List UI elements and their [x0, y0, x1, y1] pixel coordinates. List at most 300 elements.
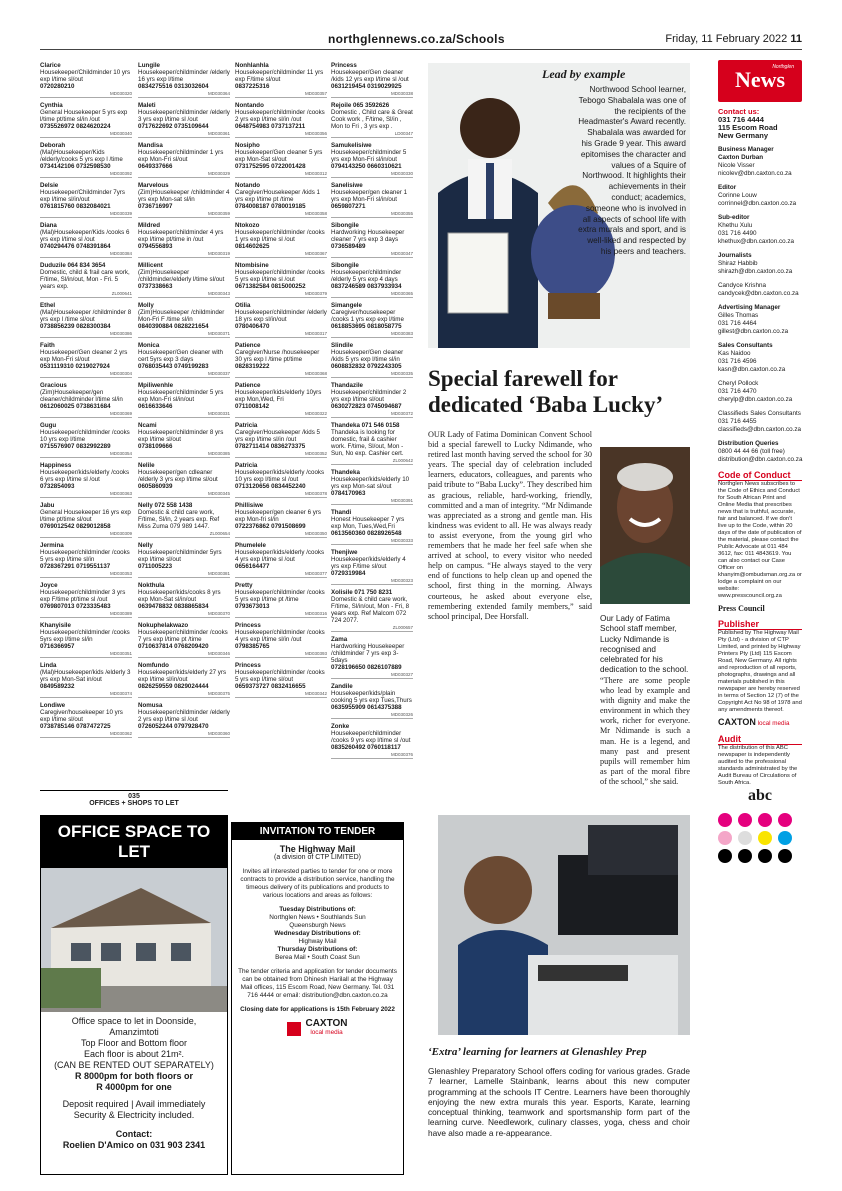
- ad-name: Joyce: [40, 582, 58, 589]
- ad-name: Mpiliwenhle: [138, 382, 174, 389]
- staff-name: Shiraz Habbib: [718, 260, 758, 267]
- ad-text: Housekeeper/kids/elderly /cooks 4 yrs exp l/time sl /out: [235, 549, 325, 563]
- staff-name: Gilles Thomas: [718, 312, 759, 319]
- ad-ref: MD030381: [138, 570, 230, 578]
- classified-ad: [331, 342, 413, 378]
- ad-ref: MD030360: [138, 730, 230, 738]
- caxton-rail-logo: [718, 718, 802, 728]
- classified-ad: [235, 662, 327, 698]
- ad-ref: MD030375: [138, 690, 230, 698]
- ad-ref: MD030391: [331, 497, 413, 505]
- ad-phone: 0736589489: [331, 243, 366, 250]
- article-body-continued: “There are some people who lead by example and with dignity and make the environment in which they work, richer for everyone. Mr Ndimande is such a man. He is a legend, and many past and present pupils will remember him as part of the moral fibre of the school,” she said.: [600, 676, 690, 786]
- coding-story-body: Glenashley Preparatory School offers coding for various grades. Grade 7 learner, Lamelle Stainbank, learns about this new computer programming at the schools IT Centre. Learners have been thoroughly enjoying the new extra murals this year. Esports, Karate, learning conceptual thinking, teamwork and sportsmanship form part of the learning curve. Needlework, culinary classes, yoga, chess and choir have also made a re-appearance.: [428, 1066, 690, 1138]
- classified-ad: [235, 382, 327, 418]
- ad-name: Nosipho: [235, 142, 260, 149]
- staff-entry: [718, 304, 802, 336]
- ad-name: Nomfundo: [138, 662, 169, 669]
- classified-ad: [138, 382, 230, 418]
- classified-ad: [138, 702, 230, 738]
- classified-ad: [235, 222, 327, 258]
- classified-ad: [235, 142, 327, 178]
- ad-ref: MD030317: [235, 330, 327, 338]
- ad-name: Zandile: [331, 683, 353, 690]
- classified-ad: [331, 683, 413, 719]
- ad-phone: 0713120656 0834452240: [235, 483, 306, 490]
- ad-phone: 0720280210: [40, 83, 75, 90]
- contact-label: Contact us:: [718, 107, 760, 116]
- header-rule: [40, 49, 802, 50]
- ad-ref: MD030356: [235, 130, 327, 138]
- office-line: Each floor is about 21m².: [83, 1049, 185, 1059]
- staff-entry: [718, 342, 802, 374]
- ad-text: Housekeeper/childminder 3 yrs exp F/time pt/time sl /out: [40, 589, 126, 603]
- ad-ref: LD00347: [331, 130, 413, 138]
- ad-ref: MD030386: [40, 330, 132, 338]
- ad-text: Domestic , Child care & Great Cook work , F/time, Sl/in , Mon to Fri , 3 yrs exp .: [331, 109, 413, 130]
- classified-ad: [138, 302, 230, 338]
- ad-text: Housekeeper/childminder /cooks 5 yrs exp l/time sl/in: [40, 549, 130, 563]
- colour-dot: [738, 813, 752, 827]
- ad-ref: MD030304: [40, 370, 132, 378]
- ad-ref: MD030329: [138, 170, 230, 178]
- ad-phone: 0728367291 0719551137: [40, 563, 111, 570]
- ad-name: Notando: [235, 182, 261, 189]
- office-line: Top Floor and Bottom floor: [80, 1038, 188, 1048]
- ad-ref: MD030347: [331, 250, 413, 258]
- ad-ref: MD030323: [331, 577, 413, 585]
- ad-text: Housekeeper/childminder /elderly 3 yrs exp l/time sl /out: [138, 109, 230, 123]
- ad-text: Housekeeper/childminder /elderly 18 yrs exp sl/in/out: [235, 309, 327, 323]
- ad-name: Thandi: [331, 509, 352, 516]
- ad-name: Faith: [40, 342, 55, 349]
- page-header: [40, 32, 802, 50]
- ad-name: Ntombisine: [235, 262, 269, 269]
- ad-name: Jabu: [40, 502, 55, 509]
- ad-ref: MD030345: [138, 490, 230, 498]
- ad-ref: MD030379: [235, 290, 327, 298]
- coding-story-title: ‘Extra’ learning for learners at Glenashley Prep: [428, 1046, 647, 1058]
- classified-ad: [138, 662, 230, 698]
- ad-name: Nelile: [138, 462, 155, 469]
- classified-ad: [235, 302, 327, 338]
- ad-text: Housekeeper/childminder /cooks 5 yrs exp l/time sl /out: [235, 269, 325, 283]
- staff-contact: 031 716 4455 classifieds@dbn.caxton.co.za: [718, 418, 802, 433]
- ad-phone: 0531119310 0219027924: [40, 363, 110, 370]
- ad-phone: 0729319984: [331, 570, 366, 577]
- classified-ad: [138, 342, 230, 378]
- category-heading: 035 OFFICES + SHOPS TO LET: [40, 790, 228, 807]
- staff-name: Classifieds Sales Consultants: [718, 410, 801, 417]
- ad-ref: ZL000642: [331, 457, 413, 465]
- office-line: (CAN BE RENTED OUT SEPARATELY): [54, 1060, 214, 1070]
- office-price: R 4000pm for one: [96, 1082, 172, 1092]
- classified-ad: [138, 102, 230, 138]
- colour-dot: [758, 849, 772, 863]
- ad-name: Thandeka 071 546 0158: [331, 422, 400, 429]
- ad-text: Housekeeper/kids/plain cooking 5 yrs exp Tues,Thurs: [331, 690, 412, 704]
- ad-text: Housekeeper/childminder /cooks 1 yrs exp l/time sl /out: [235, 229, 325, 243]
- ad-name: Diana: [40, 222, 57, 229]
- ad-text: Housekeeper/childminder 8 yrs exp l/time sl/out: [138, 429, 224, 443]
- article-body: OUR Lady of Fatima Dominican Convent School bid a special farewell to Lucky Ndimande, who retired last month having served the school for 30 years. The special day of celebration included learners, educators, colleagues, and parents who paid tribute to “Baba Lucky”. They described him as gracious, reliable, hard-working, friendly, committed and a man of integrity. “Mr Ndimande was appreciated as a strong and gentle man. His kindness was evident to all. He was always ready to assist everyone, from the young girl who remembers that he made her feel safe when she arrived at school, to every visitor who needed help on campus. “He always stayed to the very end of functions to help clean up and opened the school, first thing in the morning. Always courteous, he asked about everyone else, remembering extended family members,” said school principal, Dee Horsfall.: [428, 430, 593, 621]
- info-rail: [718, 60, 802, 863]
- classified-ad: [331, 509, 413, 545]
- ad-ref: MD030361: [138, 130, 230, 138]
- colour-dot: [758, 813, 772, 827]
- ad-name: Ntokozo: [235, 222, 260, 229]
- ad-text: (Zim)Housekeeper /childminder 4 yrs exp Mon-sat sl/in: [138, 189, 230, 203]
- colour-dot: [718, 813, 732, 827]
- ad-name: Patricia: [235, 422, 258, 429]
- classified-ad: [138, 542, 230, 578]
- ad-text: Housekeeper/gen cleaner 6 yrs exp Mon-fri sl/in: [235, 509, 321, 523]
- ad-phone: 0711005223: [138, 563, 173, 570]
- ad-text: Housekeeper/childminder /cooks 4 yrs exp l/time sl/in /out: [235, 629, 325, 643]
- caxton-rail-sub: local media: [757, 720, 790, 727]
- classified-ad: [138, 222, 230, 258]
- ad-text: General Housekeeper 5 yrs exp l/time pt/time sl/in /out: [40, 109, 128, 123]
- ad-ref: MD030346: [138, 650, 230, 658]
- ad-phone: 0738785146 0787472725: [40, 723, 111, 730]
- ad-phone: 0612060025 0738631684: [40, 403, 111, 410]
- ad-text: Housekeeper/kids/elderly 27 yrs exp l/time sl/in/out: [138, 669, 227, 683]
- ad-phone: 0671382584 0815000252: [235, 283, 306, 290]
- ad-text: Housekeeper/Gen cleaner with cert 5yrs exp 3 days: [138, 349, 223, 363]
- ad-text: Housekeeper/childminder /elderly 16 yrs exp l/time: [138, 69, 230, 83]
- classified-ad: [40, 662, 132, 698]
- logo-word: News: [734, 67, 786, 92]
- tender-notice: [231, 822, 404, 1175]
- colour-dot: [718, 831, 732, 845]
- ad-ref: MD030355: [331, 210, 413, 218]
- ad-text: Housekeeper/Gen cleaner /kids 12 yrs exp l/time sl /out: [331, 69, 409, 83]
- colour-dot: [778, 849, 792, 863]
- classified-ad: [331, 262, 413, 298]
- ad-phone: 0710637814 0768209420: [138, 643, 209, 650]
- staff-name: Kas Naidoo: [718, 350, 751, 357]
- caxton-logo-text: [305, 1020, 347, 1037]
- classified-ad: [235, 422, 327, 458]
- classified-ad: [40, 62, 132, 98]
- classified-ad: [40, 142, 132, 178]
- ad-name: Ncami: [138, 422, 157, 429]
- ad-text: General Housekeeper 16 yrs exp l/time pt/time sl/out: [40, 509, 131, 523]
- colour-dot: [758, 831, 772, 845]
- ad-name: Khanyisile: [40, 622, 71, 629]
- ad-phone: 0780406470: [235, 323, 270, 330]
- ad-ref: MD030316: [235, 610, 327, 618]
- ad-phone: 0849589232: [40, 683, 75, 690]
- ad-name: Sanelisiwe: [331, 182, 363, 189]
- ad-ref: MD030322: [235, 410, 327, 418]
- ad-ref: MD030343: [138, 290, 230, 298]
- ad-phone: 0734142106 0732598530: [40, 163, 111, 170]
- tender-day: Wednesday Distributions of:: [274, 930, 361, 937]
- ad-text: Housekeeper/kids/elderly 10 yrs exp Mon-sat sl/out: [331, 476, 410, 490]
- ad-phone: 0605860939: [138, 483, 173, 490]
- office-space-ad: [40, 815, 228, 1175]
- ad-phone: 0835260492 0760118117: [331, 744, 401, 751]
- ad-phone: 0728196650 0826107889: [331, 664, 402, 671]
- ad-ref: MD030333: [331, 537, 413, 545]
- ad-phone: 0769012542 0829012858: [40, 523, 111, 530]
- staff-contact: distribution@dbn.caxton.co.za: [718, 456, 803, 463]
- staff-org: Caxton Durban: [718, 154, 764, 161]
- ad-text: Housekeeper/kids/elderly 4 yrs exp F/time sl/out: [331, 556, 406, 570]
- ad-name: Lungile: [138, 62, 160, 69]
- classified-ad: [40, 182, 132, 218]
- ad-text: Housekeeper/Childminder 7yrs exp l/time sl/in/out: [40, 189, 125, 203]
- classified-ad: [235, 462, 327, 498]
- tender-org-sub: (a division of CTP LIMITED): [273, 854, 361, 861]
- ad-phone: 0656164477: [235, 563, 270, 570]
- code-heading: Code of Conduct: [718, 470, 802, 481]
- ad-text: Housekeeper/kids/elderly 10yrs exp Mon,Wed, Fri: [235, 389, 322, 403]
- ad-ref: MD030393: [235, 650, 327, 658]
- classified-ad: [40, 542, 132, 578]
- classified-ad: [40, 702, 132, 738]
- staff-contact: 031 716 4464 gillest@dbn.caxton.co.za: [718, 320, 789, 335]
- ad-ref: MD030326: [331, 711, 413, 719]
- ad-phone: 0794556893: [138, 243, 173, 250]
- classified-ad: [40, 422, 132, 458]
- classified-ad: [40, 342, 132, 378]
- ad-text: Housekeeper/childminder /cooks 10 yrs exp l/time: [40, 429, 130, 443]
- ad-phone: 0768035443 0749199283: [138, 363, 209, 370]
- ad-ref: ZL000657: [331, 624, 413, 632]
- ad-phone: 0737338663: [138, 283, 173, 290]
- classified-ad: [331, 182, 413, 218]
- article-headline: Special farewell for dedicated ‘Baba Lucky’: [428, 366, 664, 417]
- ad-phone: 0740294476 0748391864: [40, 243, 111, 250]
- classified-ad: [138, 262, 230, 298]
- ad-text: Hardworking Housekeeper cleaner 7 yrs exp 3 days: [331, 229, 405, 243]
- tender-closing: Closing date for applications is 15th February 2022: [240, 1006, 395, 1013]
- ad-phone: 0659807271: [331, 203, 366, 210]
- ad-ref: MD030384: [40, 250, 132, 258]
- staff-list: [718, 146, 802, 464]
- ad-text: (Zim)Housekeeper /childminder/elderly l/time sl/out: [138, 269, 225, 283]
- ad-text: Housekeeper/childminder /cooks 5yrs exp l/time sl/in: [40, 629, 130, 643]
- ad-ref: MD030370: [138, 610, 230, 618]
- classified-ad: [235, 62, 327, 98]
- ad-ref: MD030352: [235, 450, 327, 458]
- tender-heading: INVITATION TO TENDER: [232, 823, 403, 840]
- ad-phone: 0616633646: [138, 403, 173, 410]
- ad-name: Duduzile 064 834 3654: [40, 262, 106, 269]
- ad-name: Nelly 072 558 1438: [138, 502, 193, 509]
- ad-phone: 0639478832 0838865834: [138, 603, 209, 610]
- office-line: Office space to let in Doonside, Amanzimtoti: [71, 1016, 197, 1037]
- classified-ad: [40, 502, 132, 538]
- classified-ad: [138, 422, 230, 458]
- ad-phone: 0711008142: [235, 403, 270, 410]
- ad-ref: MD030368: [235, 370, 327, 378]
- classified-ad: [235, 582, 327, 618]
- ad-name: Gracious: [40, 382, 67, 389]
- classified-ad: [235, 542, 327, 578]
- ad-phone: 0761815760 0832084021: [40, 203, 111, 210]
- ad-ref: MD030319: [138, 250, 230, 258]
- publisher-text: Published by The Highway Mail Pty (Ltd) - a division of CTP Limited, and printed by Highway Printers Pty (Ltd) 115 Escom Road, New Germany. All rights and reproduction of all reports, photographs, drawings and all materials published in this newspaper are hereby reserved in terms of Section 12 (7) of the Copyright Act No 98 of 1978 and any amendments thereof.: [718, 630, 802, 713]
- ad-name: Patricia: [235, 462, 258, 469]
- staff-contact: nicolev@dbn.caxton.co.za: [718, 170, 792, 177]
- classified-ad: [235, 342, 327, 378]
- ad-ref: MD030342: [235, 690, 327, 698]
- classified-ad: [40, 462, 132, 498]
- ad-phone: 0784170963: [331, 490, 366, 497]
- ad-name: Deborah: [40, 142, 66, 149]
- staff-name: 0800 44 44 66 (toll free): [718, 448, 785, 455]
- ad-phone: 0798385765: [235, 643, 270, 650]
- staff-title: Sub-editor: [718, 214, 750, 221]
- caxton-rail-word: CAXTON: [718, 717, 756, 727]
- ad-text: (Mal)Housekeeper /childminder 8 yrs exp l /time sl/out: [40, 309, 132, 323]
- tender-day: Thursday Distributions of:: [277, 946, 358, 953]
- staff-contact: shirazh@dbn.caxton.co.za: [718, 268, 793, 275]
- ad-name: Nomusa: [138, 702, 163, 709]
- caxton-mark-icon: [287, 1022, 301, 1036]
- ad-text: Caregiver/Nurse /housekeeper 30 yrs exp l /time pt/time: [235, 349, 320, 363]
- office-contact-label: Contact:: [115, 1129, 153, 1139]
- ad-phone: 0732854093: [40, 483, 75, 490]
- ad-phone: 0618853695 0818058775: [331, 323, 402, 330]
- staff-entry: [718, 440, 802, 464]
- classified-ad: [235, 102, 327, 138]
- ad-name: Gugu: [40, 422, 57, 429]
- issue-date: Friday, 11 February 2022: [665, 33, 788, 45]
- ad-ref: MD030350: [235, 530, 327, 538]
- staff-entry: [718, 184, 802, 208]
- ad-text: Hardworking Housekeeper /childminder 7 yrs exp 3-5days: [331, 643, 405, 664]
- ad-name: Ethel: [40, 302, 56, 309]
- ad-text: Housekeeper/Gen cleaner /kids 5 yrs exp l/time sl/in: [331, 349, 404, 363]
- staff-contact: 031 716 4490 khethux@dbn.caxton.co.za: [718, 230, 795, 245]
- classified-ad: [138, 62, 230, 98]
- ad-name: Princess: [235, 662, 261, 669]
- ad-text: Housekeeper/childminder 5 yrs exp Mon-Fri sl/in/out: [331, 149, 407, 163]
- classified-ad: [40, 302, 132, 338]
- ad-phone: 0794143250 0660310621: [331, 163, 402, 170]
- ad-text: Housekeeper/Gen cleaner 2 yrs exp Mon-Fri sl/out: [40, 349, 128, 363]
- tender-pubs: Highway Mail: [298, 938, 337, 945]
- ad-name: Patience: [235, 382, 261, 389]
- staff-name: Khethu Xulu: [718, 222, 753, 229]
- ad-text: Caregiver/Housekeeper /kids 5 yrs exp l/time sl/in /out: [235, 429, 320, 443]
- ad-name: Zama: [331, 636, 348, 643]
- ad-text: Housekeeper/childminder 2 yrs exp l/time sl/out: [331, 389, 407, 403]
- ad-ref: MD030351: [40, 650, 132, 658]
- section-title: northglennews.co.za/Schools: [328, 32, 505, 46]
- classified-ad: [138, 502, 230, 538]
- ad-name: Millicent: [138, 262, 163, 269]
- tender-org: The Highway Mail: [279, 844, 356, 854]
- ad-name: Thandeka: [331, 469, 360, 476]
- staff-entry: [718, 214, 802, 246]
- ad-ref: MD030362: [40, 730, 132, 738]
- classifieds-column-4: [331, 62, 413, 763]
- ad-phone: 0715576907 0832992289: [40, 443, 111, 450]
- ad-name: Nokuphelakwazo: [138, 622, 189, 629]
- ad-name: Nonhlanhla: [235, 62, 269, 69]
- contact-address: New Germany: [718, 131, 769, 140]
- ad-text: Caregiver/Housekeeper /kids 1 yrs exp l/time pt /time: [235, 189, 320, 203]
- staff-title: Editor: [718, 184, 737, 191]
- ad-name: Samukelisiwe: [331, 142, 372, 149]
- classified-ad: [138, 582, 230, 618]
- ad-phone: 0834275516 0313032604: [138, 83, 209, 90]
- northglen-news-logo: [718, 60, 802, 102]
- ad-ref: MD030337: [138, 370, 230, 378]
- classified-ad: [138, 182, 230, 218]
- ad-text: Housekeeper/Childminder 10 yrs exp l/time sl/out: [40, 69, 131, 83]
- staff-contact: candycek@dbn.caxton.co.za: [718, 290, 799, 297]
- ad-text: Housekeeper/childminder /elderly 2 yrs exp l/time sl /out: [138, 709, 230, 723]
- tender-pubs: Northglen News • Southlands Sun: [269, 914, 366, 921]
- ad-name: Londiwe: [40, 702, 66, 709]
- staff-entry: [718, 282, 802, 298]
- ad-name: Maleti: [138, 102, 156, 109]
- classified-ad: [331, 469, 413, 505]
- ad-ref: MD030358: [235, 210, 327, 218]
- staff-entry: [718, 146, 802, 178]
- ad-name: Phumelele: [235, 542, 266, 549]
- classified-ad: [40, 222, 132, 258]
- staff-contact: corrinnel@dbn.caxton.co.za: [718, 200, 797, 207]
- ad-text: Housekeeper/childminder /cooks 9 yrs exp l/time sl /out: [331, 730, 411, 744]
- staff-name: Candyce Krishna: [718, 282, 766, 289]
- ad-name: Nokthula: [138, 582, 165, 589]
- tender-criteria: The tender criteria and application for tender documents can be obtained from Dhinesh Harilall at the Highway Mail offices, 115 Escom Road, New Germany. Tel. 031 716 4444 or email: distribution@dbn.caxton.co.za: [238, 968, 397, 999]
- ad-phone: 0782711414 0836273375: [235, 443, 306, 450]
- colour-dot: [718, 849, 732, 863]
- ad-ref: MD030383: [331, 330, 413, 338]
- office-banner: OFFICE SPACE TO LET: [41, 816, 227, 868]
- classified-ad: [331, 142, 413, 178]
- ad-ref: MD030377: [235, 570, 327, 578]
- logo-small: Northglen: [772, 64, 794, 70]
- ad-ref: MD030354: [40, 450, 132, 458]
- ad-ref: MD030357: [235, 90, 327, 98]
- ad-phone: 0716366957: [40, 643, 75, 650]
- ad-name: Delsie: [40, 182, 59, 189]
- ad-name: Clarice: [40, 62, 61, 69]
- ad-text: Thandeka is looking for domestic, frail & cashier work. F/time, Sl/out, Mon - Sun, No exp. Cashier cert.: [331, 429, 404, 457]
- classified-ad: [331, 549, 413, 585]
- colour-dot: [778, 831, 792, 845]
- staff-title: Journalists: [718, 252, 752, 259]
- ad-name: Simangele: [331, 302, 362, 309]
- staff-contact: 031 716 4596 kasn@dbn.caxton.co.za: [718, 358, 786, 373]
- ad-ref: MD030312: [235, 170, 327, 178]
- staff-title: Advertising Manager: [718, 304, 781, 311]
- ad-phone: 0649337666: [138, 163, 173, 170]
- caxton-word: CAXTON: [305, 1018, 348, 1029]
- classified-ad: [235, 262, 327, 298]
- ad-name: Nontando: [235, 102, 264, 109]
- ad-name: Mandisa: [138, 142, 163, 149]
- classified-ad: [235, 502, 327, 538]
- ad-text: Housekeeper/gen cleaner 1 yrs exp Mon-Fri sl/in/out: [331, 189, 408, 203]
- ad-ref: MD030369: [40, 410, 132, 418]
- classified-ad: [331, 422, 413, 465]
- lead-caption-body: Northwood School learner, Tebogo Shabalala was one of the recipients of the Headmaster's Award recently. Shabalala was awarded for his Grade 9 year. This award epitomises the character and values of a Squire of Northwood. It highlights their achievements in their conduct; academics, someone who is involved in all aspects of school life with extra murals and sport, and is well-liked and respected by his peers and teachers.: [578, 85, 686, 256]
- ad-phone: 0840390884 0828221654: [138, 323, 209, 330]
- ad-ref: MD030359: [138, 210, 230, 218]
- ad-ref: MD030365: [331, 290, 413, 298]
- ad-ref: MD030340: [40, 130, 132, 138]
